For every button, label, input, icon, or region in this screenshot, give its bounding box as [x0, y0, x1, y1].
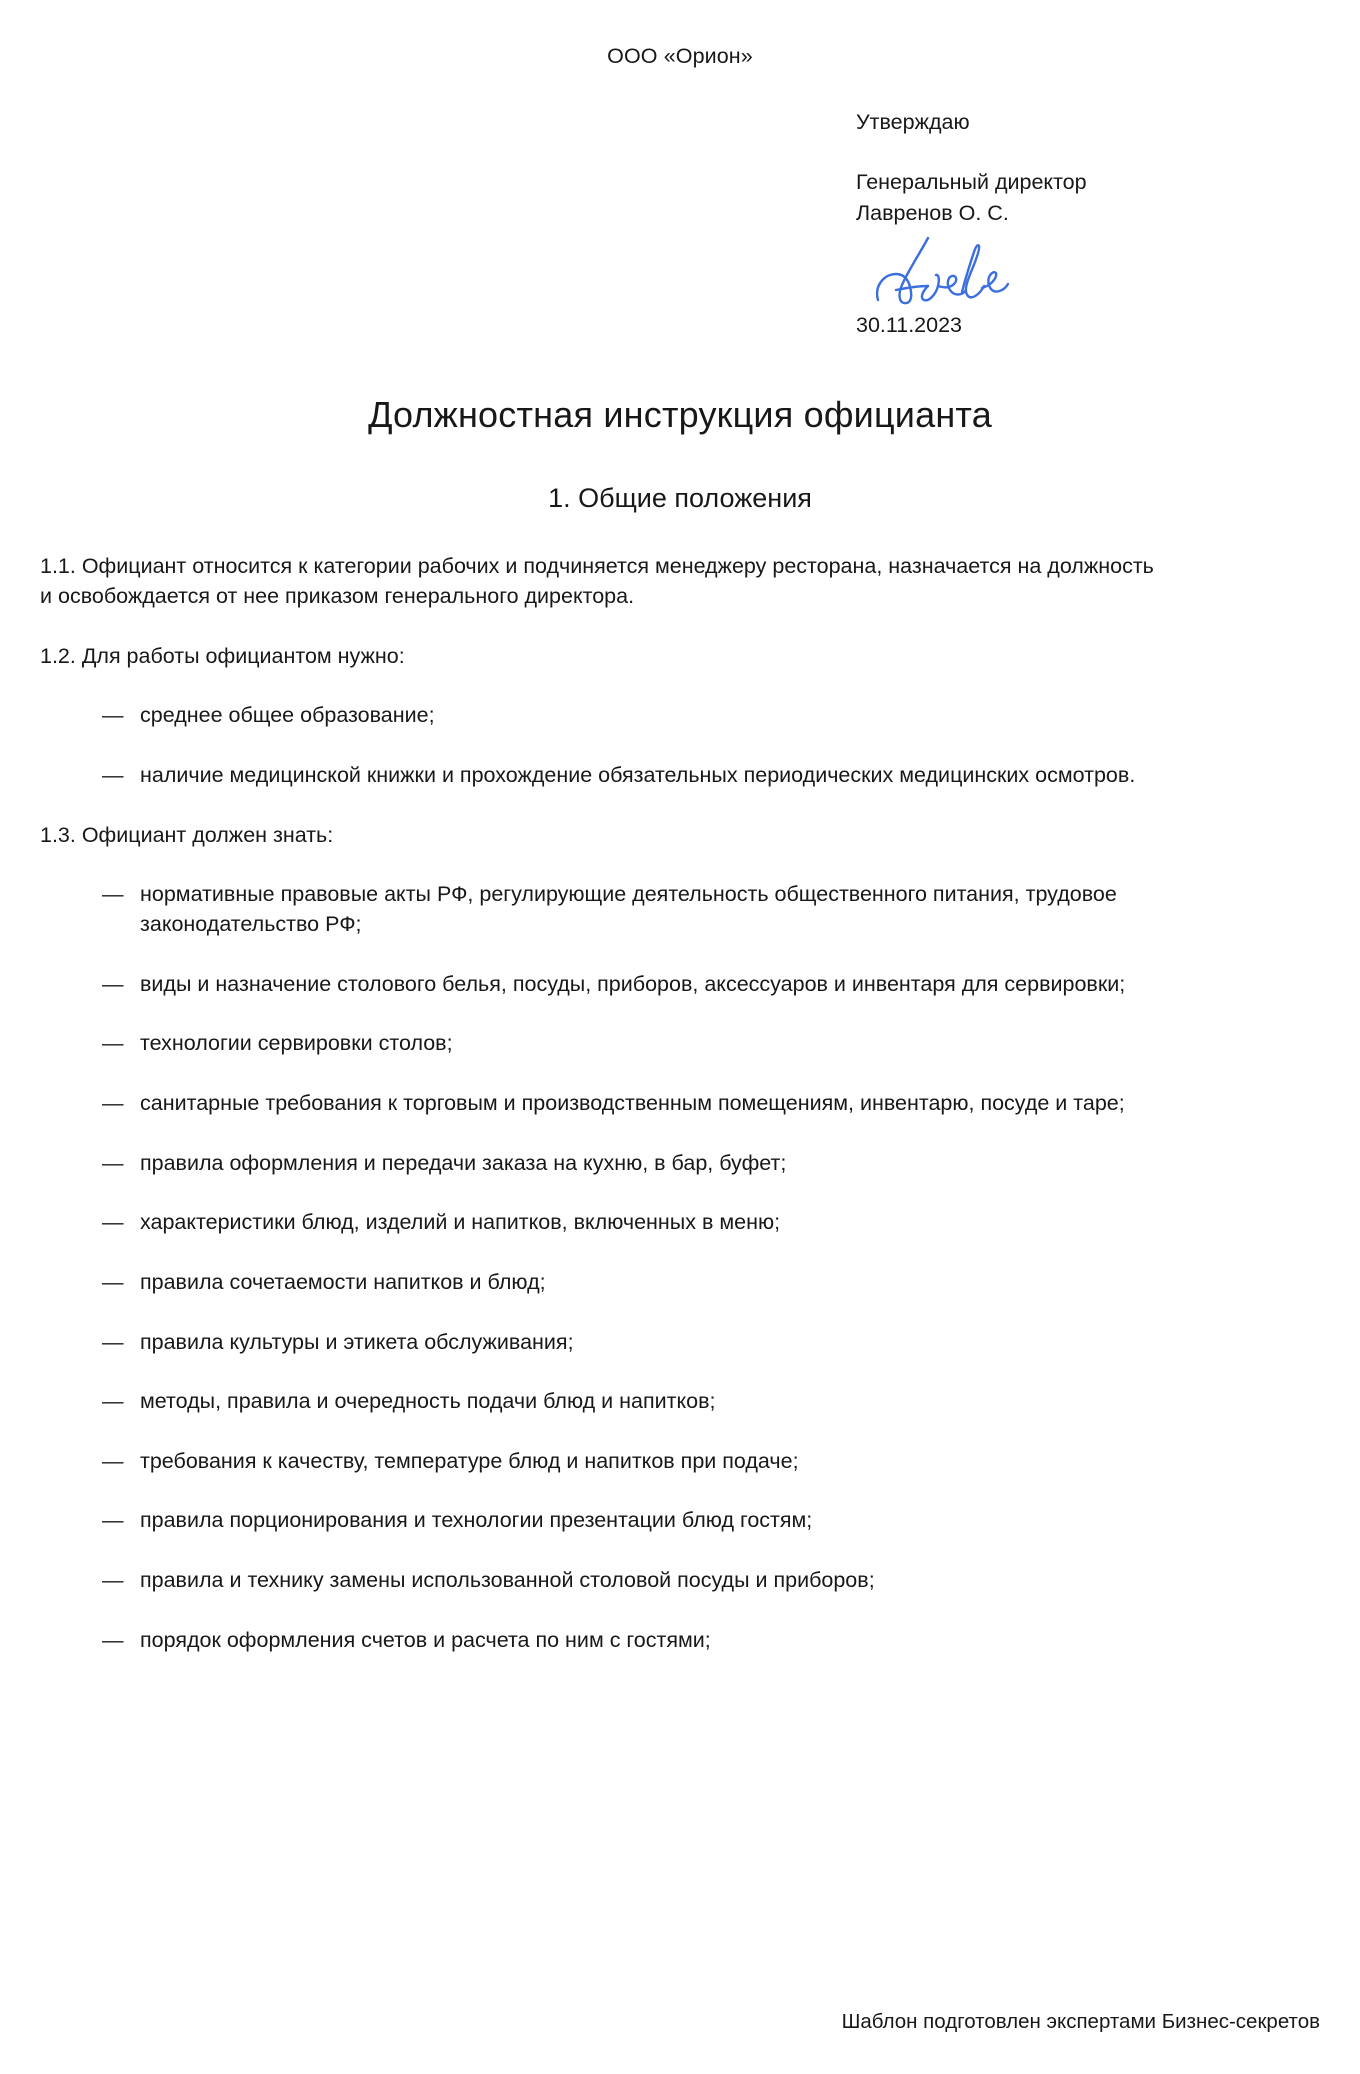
list-item-text: виды и назначение столового белья, посуды, приборов, аксессуаров и инвентаря для сервировки;	[140, 971, 1126, 996]
list-1-2	[40, 701, 1320, 790]
approver-name: Лавренов О. С.	[856, 200, 1009, 225]
dash-bullet-icon: —	[102, 1269, 124, 1294]
list-item	[40, 1566, 1270, 1596]
list-item-text: правила культуры и этикета обслуживания;	[140, 1329, 574, 1354]
list-item-text: технологии сервировки столов;	[140, 1031, 453, 1056]
page-title: Должностная инструкция официанта	[368, 394, 992, 436]
list-item-text: наличие медицинской книжки и прохождение обязательных периодических медицинских осмотров.	[140, 762, 1136, 787]
dash-bullet-icon: —	[102, 1150, 124, 1175]
approver-role: Генеральный директор	[856, 170, 1087, 195]
list-item-text: характеристики блюд, изделий и напитков, включенных в меню;	[140, 1210, 781, 1235]
list-item	[40, 1447, 1270, 1477]
dash-bullet-icon: —	[102, 1031, 124, 1056]
list-item-text: требования к качеству, температуре блюд и напитков при подаче;	[140, 1448, 799, 1473]
paragraph-1-3: 1.3. Официант должен знать:	[40, 822, 334, 847]
list-item	[40, 1029, 1270, 1059]
list-item	[40, 970, 1270, 1000]
approval-date: 30.11.2023	[856, 313, 963, 338]
dash-bullet-icon: —	[102, 1329, 124, 1354]
list-item-text: санитарные требования к торговым и производственным помещениям, инвентарю, посуде и таре;	[140, 1090, 1125, 1115]
handwritten-signature-icon	[866, 230, 1066, 308]
list-item	[40, 1626, 1270, 1656]
list-item	[40, 1268, 1270, 1298]
approval-block	[0, 107, 1360, 340]
dash-bullet-icon: —	[102, 762, 124, 787]
list-item	[40, 1149, 1270, 1179]
dash-bullet-icon: —	[102, 1210, 124, 1235]
list-item-text: порядок оформления счетов и расчета по ним с гостями;	[140, 1627, 711, 1652]
list-item-text: правила оформления и передачи заказа на кухню, в бар, буфет;	[140, 1150, 787, 1175]
organization-name: ООО «Орион»	[607, 44, 753, 68]
dash-bullet-icon: —	[102, 1508, 124, 1533]
document-body	[0, 552, 1360, 1655]
dash-bullet-icon: —	[102, 882, 124, 907]
list-item-text: нормативные правовые акты РФ, регулирующие деятельность общественного питания, трудовое законодательство РФ;	[140, 882, 1117, 936]
approval-word: Утверждаю	[856, 110, 970, 135]
list-item	[40, 1387, 1270, 1417]
dash-bullet-icon: —	[102, 1389, 124, 1414]
list-1-3	[40, 880, 1320, 1655]
paragraph-1-1: 1.1. Официант относится к категории рабочих и подчиняется менеджеру ресторана, назначается на должность и освобождается от нее приказом генерального директора.	[40, 554, 1154, 608]
list-item-text: правила порционирования и технологии презентации блюд гостям;	[140, 1508, 813, 1533]
dash-bullet-icon: —	[102, 703, 124, 728]
paragraph-1-2: 1.2. Для работы официантом нужно:	[40, 643, 405, 668]
list-item	[40, 1208, 1270, 1238]
list-item	[40, 701, 1270, 731]
dash-bullet-icon: —	[102, 1627, 124, 1652]
dash-bullet-icon: —	[102, 1448, 124, 1473]
list-item-text: правила сочетаемости напитков и блюд;	[140, 1269, 546, 1294]
list-item	[40, 1089, 1270, 1119]
dash-bullet-icon: —	[102, 971, 124, 996]
list-item	[40, 1328, 1270, 1358]
footer-note: Шаблон подготовлен экспертами Бизнес-секретов	[841, 2010, 1320, 2034]
list-item-text: среднее общее образование;	[140, 703, 435, 728]
section-heading: 1. Общие положения	[548, 483, 812, 514]
list-item-text: методы, правила и очередность подачи блюд и напитков;	[140, 1389, 716, 1414]
list-item	[40, 761, 1270, 791]
dash-bullet-icon: —	[102, 1568, 124, 1593]
list-item	[40, 880, 1270, 939]
list-item	[40, 1506, 1270, 1536]
dash-bullet-icon: —	[102, 1090, 124, 1115]
list-item-text: правила и технику замены использованной столовой посуды и приборов;	[140, 1568, 875, 1593]
